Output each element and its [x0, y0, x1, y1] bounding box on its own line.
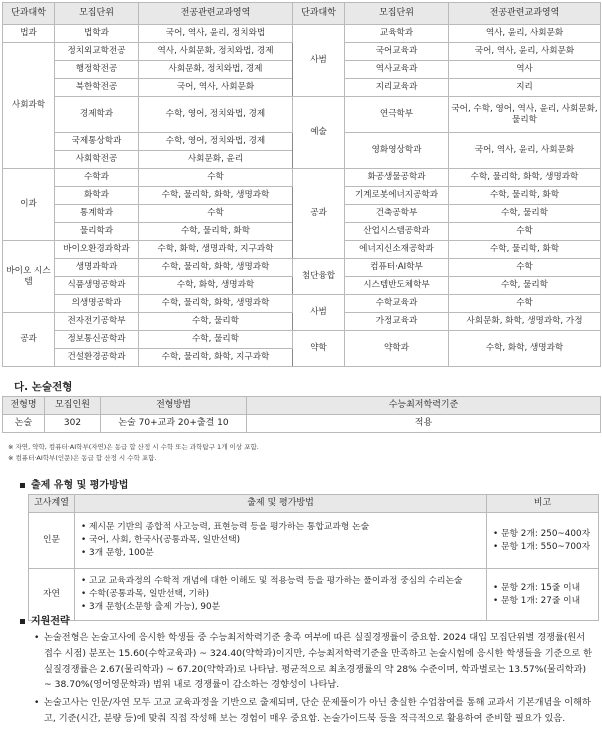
unit-cell: 지리교육과: [345, 79, 449, 97]
unit-cell: 컴퓨터·AI학부: [345, 259, 449, 277]
unit-cell: 역사교육과: [345, 61, 449, 79]
unit-cell: 국제통상학과: [55, 133, 139, 151]
header-notes: 비고: [487, 495, 599, 513]
subjects-cell: 국어, 역사, 윤리, 정치와법: [139, 25, 293, 43]
header-subjects-right: 전공관련교과영역: [449, 3, 601, 25]
table-row: [3, 295, 601, 313]
unit-cell: 국어교육과: [345, 43, 449, 61]
strategy-section-title: [20, 612, 70, 627]
subjects-cell: 수학, 영어, 정치와법, 경제: [139, 133, 293, 151]
unit-cell: 영화영상학과: [345, 133, 449, 169]
table-row: [29, 569, 599, 621]
method-list: [75, 513, 487, 569]
header-unit-left: 모집단위: [55, 3, 139, 25]
unit-cell: 교육학과: [345, 25, 449, 43]
unit-cell: 수학과: [55, 169, 139, 187]
list-item: • 국어, 사회, 한국사(공통과목, 일반선택): [81, 534, 480, 547]
format-table: [28, 494, 599, 621]
unit-cell: 사회학전공: [55, 151, 139, 169]
subjects-cell: 수학, 물리학, 화학: [449, 187, 601, 205]
essay-minimum: 적용: [247, 415, 601, 433]
list-item: • 고교 교육과정의 수학적 개념에 대한 이해도 및 적용능력 등을 평가하는 풀이과정 중심의 수리논술: [81, 575, 480, 588]
unit-cell: 산업시스템공학과: [345, 223, 449, 241]
subjects-cell: 수학, 물리학, 화학: [449, 241, 601, 259]
strategy-body: [34, 630, 594, 729]
unit-cell: 정치외교학전공: [55, 43, 139, 61]
header-minimum: 수능최저학력기준: [247, 397, 601, 415]
list-item: • 제시문 기반의 종합적 사고능력, 표현능력 등을 평가하는 통합교과형 논술: [81, 521, 480, 534]
subjects-cell: 수학: [139, 169, 293, 187]
subjects-cell: 국어, 역사, 사회문화: [139, 79, 293, 97]
unit-cell: 의생명공학과: [55, 295, 139, 313]
subjects-cell: 사회문화, 정치와법, 경제: [139, 61, 293, 79]
strategy-paragraph: • 논술고사는 인문/자연 모두 고교 교육과정을 기반으로 출제되며, 단순 문제풀이가 아닌 충실한 수업참여를 통해 교과서 기본개념을 이해하고, 기준(시간, 분량 등)에 맞춰 직접 작성해 보는 경험이 매우 중요함. 논술가이드북 등을 적극적으로 활용하여 준비할 필요가 있음.: [34, 695, 594, 727]
unit-cell: 물리학과: [55, 223, 139, 241]
header-quota: 모집인원: [45, 397, 101, 415]
header-college-left: 단과대학: [3, 3, 55, 25]
unit-cell: 전자전기공학부: [55, 313, 139, 331]
college-cell: 약학: [293, 331, 345, 367]
subjects-cell: 수학: [449, 259, 601, 277]
table-row: [3, 25, 601, 43]
exam-type: 인문: [29, 513, 75, 569]
format-section-title: [20, 476, 128, 491]
list-item: • 3개 문항, 100분: [81, 547, 480, 560]
college-cell: 법과: [3, 25, 55, 43]
unit-cell: 법학과: [55, 25, 139, 43]
college-cell: 이과: [3, 169, 55, 241]
subjects-cell: 수학, 화학, 생명과학: [139, 277, 293, 295]
subjects-cell: 수학, 물리학, 화학, 생명과학: [139, 295, 293, 313]
subjects-cell: 수학, 영어, 정치와법, 경제: [139, 97, 293, 133]
subjects-cell: 사회문화, 화학, 생명과학, 가정: [449, 313, 601, 331]
list-item: • 문항 1개: 27줄 이내: [493, 595, 592, 608]
header-subjects-left: 전공관련교과영역: [139, 3, 293, 25]
table-row: [3, 259, 601, 277]
college-cell: 예술: [293, 97, 345, 169]
header-method: 출제 및 평가방법: [75, 495, 487, 513]
strategy-paragraph: • 논술전형은 논술고사에 응시한 학생들 중 수능최저학력기준 충족 여부에 따른 실질경쟁률이 중요함. 2024 대입 모집단위별 경쟁률(원서접수 시점) 분포는 15.60(수학교육과) ~ 324.40(약학과)이지만, 수능최저학력기준을 만족하고 논술시험에 응시한 학생들을 기준으로 한 실질경쟁률은 2.67(물리학과) ~ 67.20(약학과)로 나타남. 평균적으로 최초경쟁률의 약 28% 수준이며, 학과별로는 13.57%(물리학과) ~ 38.70%(영어영문학과) 범위 내로 경쟁률이 감소하는 경향성이 나타남.: [34, 630, 594, 693]
list-item: • 3개 문항(소문항 출제 가능), 90분: [81, 601, 480, 614]
square-bullet-icon: [20, 619, 25, 624]
format-title-text: 출제 유형 및 평가방법: [31, 480, 129, 491]
essay-section-title: 다. 논술전형: [14, 381, 73, 393]
college-cell: 사회과학: [3, 43, 55, 169]
unit-cell: 수학교육과: [345, 295, 449, 313]
subjects-cell: 지리: [449, 79, 601, 97]
unit-cell: 약학과: [345, 331, 449, 367]
essay-note: ※ 자연, 약학, 컴퓨터·AI학부(자연)은 동급 합 산정 시 수학 또는 과학탐구 1개 이상 포함.: [8, 443, 259, 451]
subjects-cell: 수학, 물리학: [139, 331, 293, 349]
college-cell: 첨단융합: [293, 259, 345, 295]
essay-note: ※ 컴퓨터·AI학부(인문)은 동급 합 산정 시 수학 포함.: [8, 454, 157, 462]
table-row: [3, 97, 601, 133]
format-header-row: [29, 495, 599, 513]
table-row: [3, 415, 601, 433]
college-cell: 바이오 시스템: [3, 241, 55, 313]
unit-cell: 북한학전공: [55, 79, 139, 97]
strategy-title-text: 지원전략: [31, 616, 70, 627]
college-cell: 공과: [3, 313, 55, 367]
unit-cell: 건축공학부: [345, 205, 449, 223]
unit-cell: 가정교육과: [345, 313, 449, 331]
exam-type: 자연: [29, 569, 75, 621]
subjects-cell: 수학, 물리학: [449, 205, 601, 223]
list-item: • 문항 1개: 550~700자: [493, 541, 592, 554]
college-cell: 사범: [293, 25, 345, 97]
subjects-cell: 수학: [139, 205, 293, 223]
subjects-cell: 국어, 역사, 윤리, 사회문화: [449, 43, 601, 61]
unit-cell: 기계로봇에너지공학과: [345, 187, 449, 205]
subjects-cell: 수학, 물리학: [449, 277, 601, 295]
subjects-cell: 국어, 역사, 윤리, 사회문화: [449, 133, 601, 169]
subjects-cell: 수학, 물리학, 화학, 생명과학: [449, 169, 601, 187]
unit-cell: 건설환경공학과: [55, 349, 139, 367]
subjects-cell: 역사: [449, 61, 601, 79]
essay-table: [2, 396, 601, 433]
header-type: 고사계열: [29, 495, 75, 513]
notes-list: [487, 513, 599, 569]
unit-cell: 통계학과: [55, 205, 139, 223]
unit-cell: 화공생물공학과: [345, 169, 449, 187]
unit-cell: 에너지신소재공학과: [345, 241, 449, 259]
notes-list: [487, 569, 599, 621]
method-list: [75, 569, 487, 621]
unit-cell: 연극학부: [345, 97, 449, 133]
essay-name: 논술: [3, 415, 45, 433]
unit-cell: 정보통신공학과: [55, 331, 139, 349]
subjects-table: [2, 2, 601, 367]
essay-header-row: [3, 397, 601, 415]
college-cell: 사범: [293, 295, 345, 331]
essay-quota: 302: [45, 415, 101, 433]
college-cell: 공과: [293, 169, 345, 259]
subjects-cell: 수학, 물리학, 화학, 지구과학: [139, 349, 293, 367]
list-item: • 문항 2개: 250~400자: [493, 528, 592, 541]
table-row: [3, 331, 601, 349]
subjects-cell: 수학, 물리학: [139, 313, 293, 331]
header-college-right: 단과대학: [293, 3, 345, 25]
unit-cell: 식품생명공학과: [55, 277, 139, 295]
subjects-cell: 역사, 윤리, 사회문화: [449, 25, 601, 43]
unit-cell: 바이오환경과학과: [55, 241, 139, 259]
subjects-cell: 역사, 사회문화, 정치와법, 경제: [139, 43, 293, 61]
unit-cell: 행정학전공: [55, 61, 139, 79]
subjects-header-row: [3, 3, 601, 25]
unit-cell: 시스템반도체학부: [345, 277, 449, 295]
subjects-cell: 국어, 수학, 영어, 역사, 윤리, 사회문화, 물리학: [449, 97, 601, 133]
unit-cell: 생명과학과: [55, 259, 139, 277]
table-row: [3, 169, 601, 187]
list-item: • 수학(공통과목, 일반선택, 기하): [81, 588, 480, 601]
subjects-cell: 수학: [449, 295, 601, 313]
subjects-cell: 수학, 물리학, 화학, 생명과학: [139, 187, 293, 205]
header-name: 전형명: [3, 397, 45, 415]
subjects-cell: 수학, 화학, 생명과학, 지구과학: [139, 241, 293, 259]
header-method: 전형방법: [101, 397, 247, 415]
unit-cell: 경제학과: [55, 97, 139, 133]
essay-method: 논술 70+교과 20+출결 10: [101, 415, 247, 433]
subjects-cell: 사회문화, 윤리: [139, 151, 293, 169]
table-row: [29, 513, 599, 569]
list-item: • 문항 2개: 15줄 이내: [493, 582, 592, 595]
subjects-cell: 수학, 물리학, 화학: [139, 223, 293, 241]
unit-cell: 화학과: [55, 187, 139, 205]
subjects-cell: 수학, 물리학, 화학, 생명과학: [139, 259, 293, 277]
subjects-cell: 수학, 화학, 생명과학: [449, 331, 601, 367]
subjects-cell: 수학: [449, 223, 601, 241]
square-bullet-icon: [20, 483, 25, 488]
header-unit-right: 모집단위: [345, 3, 449, 25]
